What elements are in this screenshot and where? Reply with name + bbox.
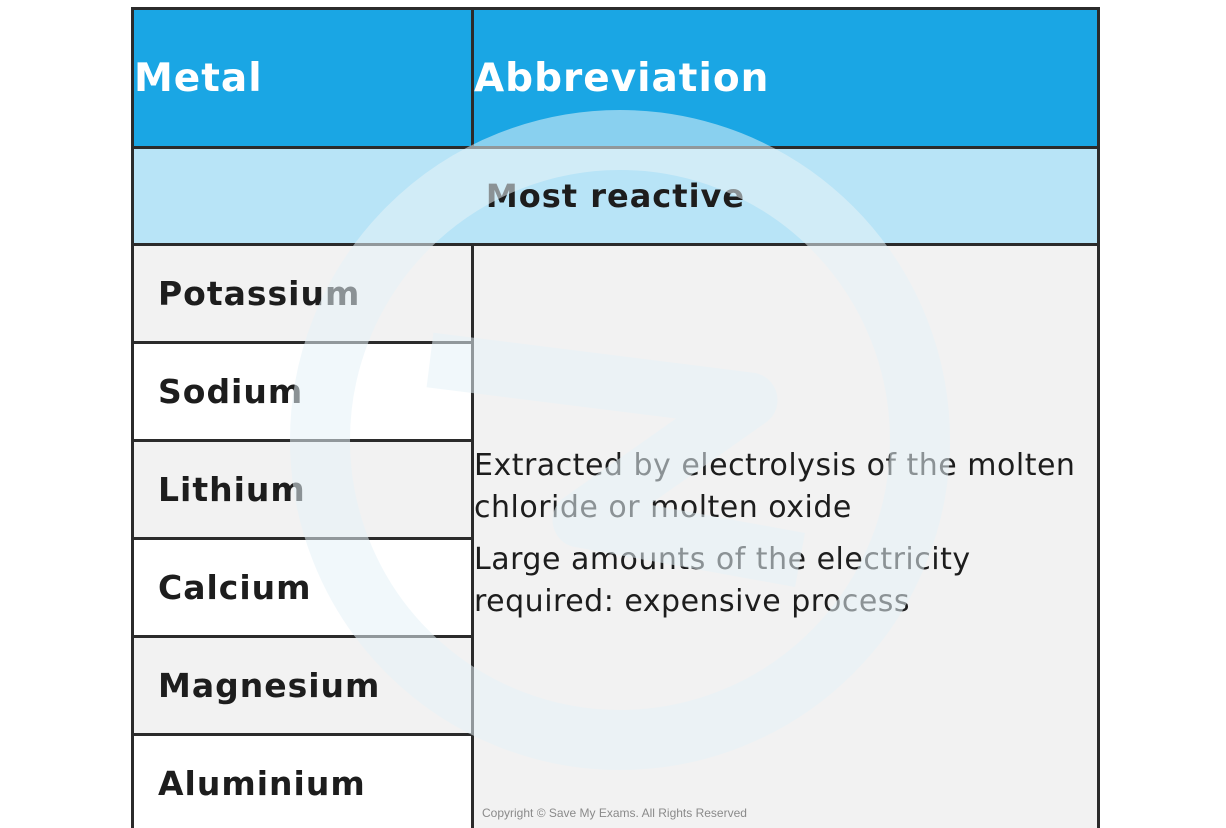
header-row xyxy=(133,9,1099,148)
header-abbreviation: Abbreviation xyxy=(473,9,1099,148)
metal-calcium: Calcium xyxy=(133,539,473,637)
table-row xyxy=(133,245,1099,343)
header-metal: Metal xyxy=(133,9,473,148)
metal-lithium: Lithium xyxy=(133,441,473,539)
copyright-notice: Copyright © Save My Exams. All Rights Reserved xyxy=(482,806,747,820)
banner-row xyxy=(133,148,1099,245)
most-reactive-banner: Most reactive xyxy=(133,148,1099,245)
metal-sodium: Sodium xyxy=(133,343,473,441)
reactivity-table xyxy=(131,7,1100,828)
metal-magnesium: Magnesium xyxy=(133,637,473,735)
method-text-cost: Large amounts of the electricity required: expensive process xyxy=(474,541,971,619)
method-text-electrolysis: Extracted by electrolysis of the molten chloride or molten oxide xyxy=(474,447,1076,525)
metal-potassium: Potassium xyxy=(133,245,473,343)
extraction-method-cell xyxy=(473,245,1099,828)
metal-aluminium: Aluminium xyxy=(133,735,473,828)
